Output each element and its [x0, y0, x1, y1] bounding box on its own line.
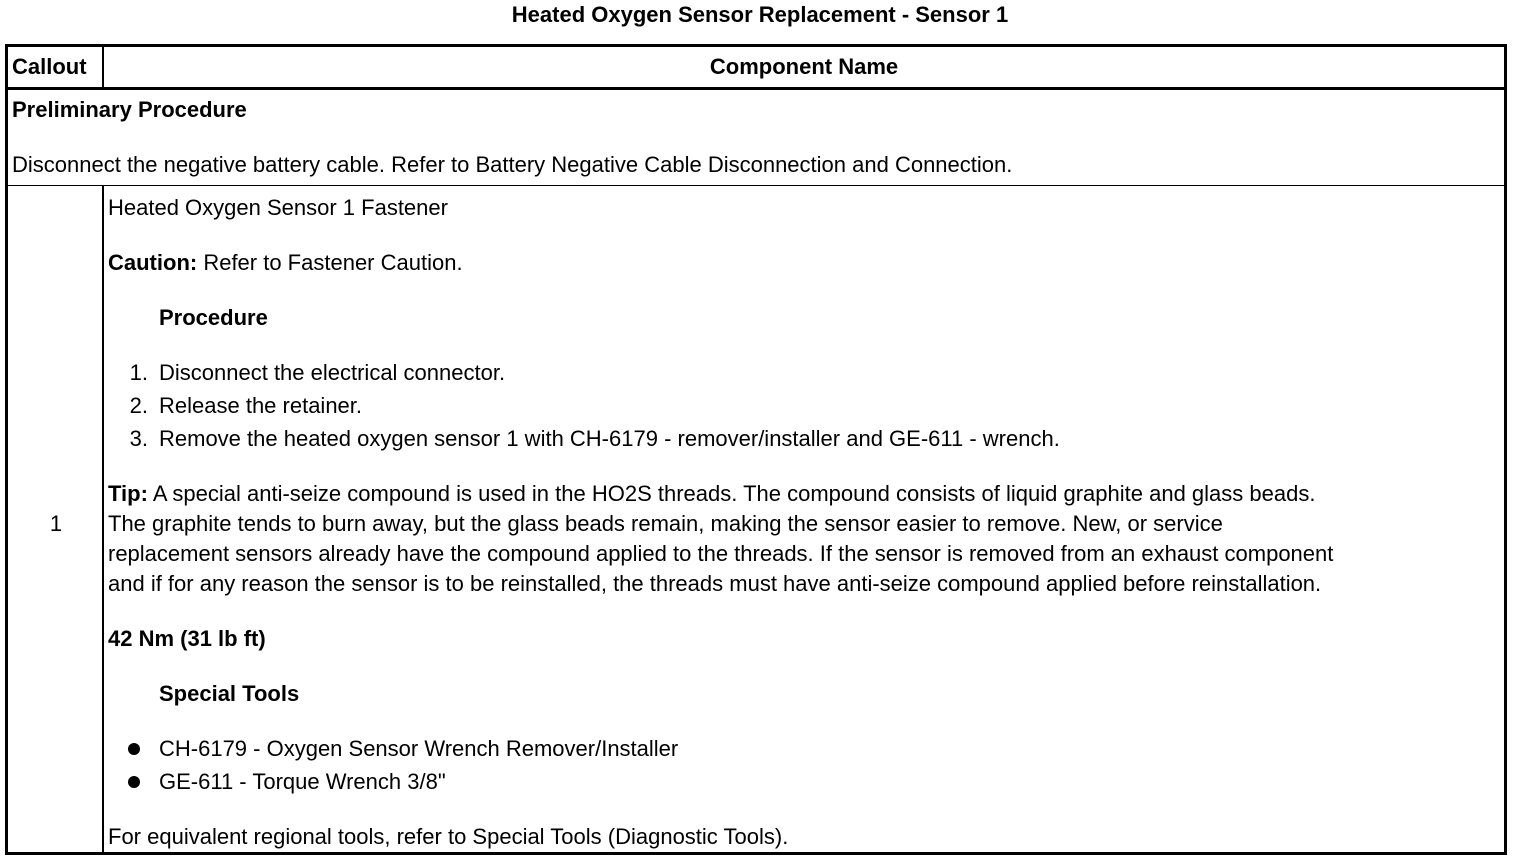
- table-row: [8, 186, 1504, 852]
- step-text: Release the retainer.: [159, 393, 363, 418]
- component-cell: [104, 186, 1504, 852]
- step-number: 3.: [129, 426, 148, 451]
- tip-text-line: and if for any reason the sensor is to be reinstalled, the threads must have anti-seize compound applied before reinstallation.: [108, 571, 1322, 596]
- tip-text-line: A special anti-seize compound is used in the HO2S threads. The compound consists of liquid graphite and glass beads.: [147, 481, 1316, 506]
- bullet-icon: [128, 743, 140, 755]
- caution-text: Refer to Fastener Caution.: [197, 250, 463, 275]
- tip-text-line: replacement sensors already have the compound applied to the threads. If the sensor is removed from an exhaust component: [108, 541, 1334, 566]
- regional-tools-note: For equivalent regional tools, refer to Special Tools (Diagnostic Tools).: [108, 824, 789, 849]
- step-text: Remove the heated oxygen sensor 1 with CH-6179 - remover/installer and GE-611 - wrench.: [159, 426, 1060, 451]
- step-number: 1.: [129, 360, 148, 385]
- callout-cell: [8, 186, 104, 852]
- preliminary-procedure-row: [8, 90, 1504, 186]
- tip-text-line: The graphite tends to burn away, but the glass beads remain, making the sensor easier to remove. New, or service: [108, 511, 1223, 536]
- header-component-name: Component Name: [709, 54, 899, 79]
- tool-item: CH-6179 - Oxygen Sensor Wrench Remover/Installer: [159, 736, 679, 761]
- component-name: Heated Oxygen Sensor 1 Fastener: [108, 195, 448, 220]
- tip-note: [108, 479, 1508, 599]
- preliminary-heading: Preliminary Procedure: [12, 97, 247, 122]
- caution-label: Caution:: [108, 250, 198, 275]
- step-text: Disconnect the electrical connector.: [159, 360, 506, 385]
- special-tools-heading: Special Tools: [159, 681, 300, 706]
- page-title: Heated Oxygen Sensor Replacement - Sensor 1: [511, 2, 1009, 27]
- callout-number: 1: [49, 511, 63, 536]
- procedure-table: [5, 44, 1507, 855]
- caution-line: [108, 248, 463, 278]
- table-header-row: [8, 47, 1504, 90]
- torque-spec: 42 Nm (31 lb ft): [108, 626, 266, 651]
- procedure-heading: Procedure: [159, 305, 268, 330]
- preliminary-text: Disconnect the negative battery cable. Refer to Battery Negative Cable Disconnection and Connection.: [12, 152, 1013, 177]
- header-callout: Callout: [8, 47, 104, 87]
- tool-item: GE-611 - Torque Wrench 3/8": [159, 769, 446, 794]
- bullet-icon: [128, 776, 140, 788]
- step-number: 2.: [129, 393, 148, 418]
- tip-label: Tip:: [108, 481, 148, 506]
